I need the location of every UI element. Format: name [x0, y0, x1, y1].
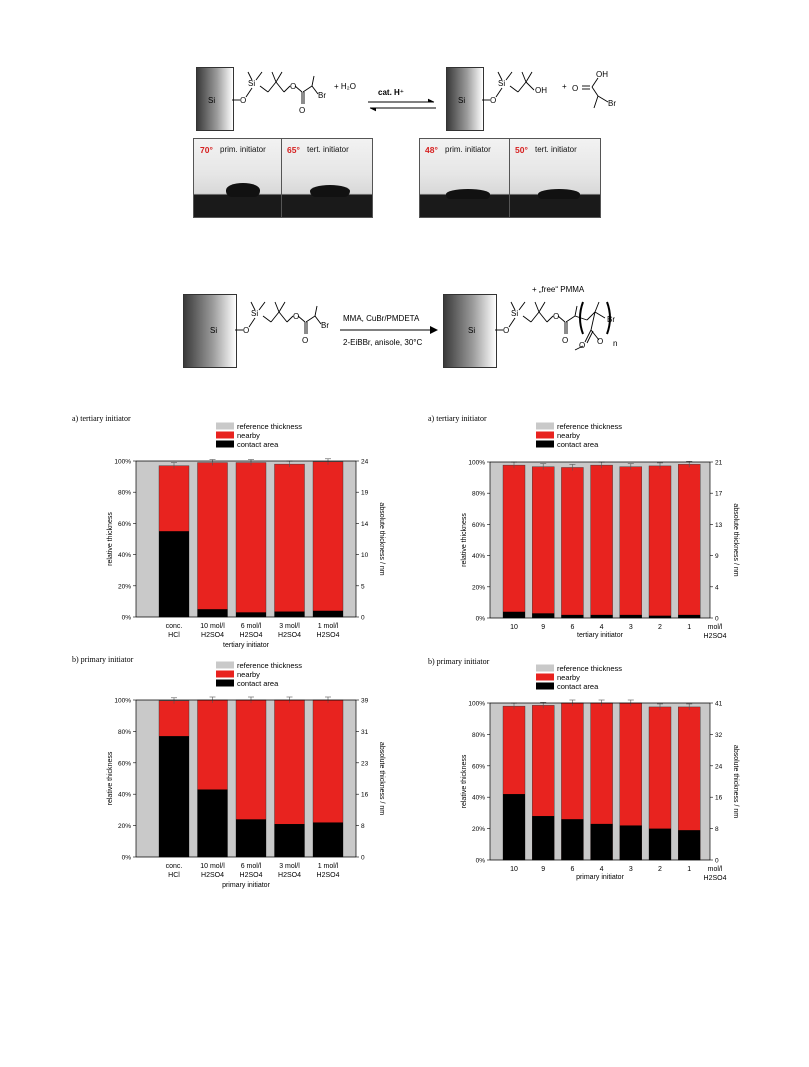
y2-tick-label: 14: [361, 520, 369, 528]
y2-tick-label: 23: [361, 760, 369, 768]
legend-swatch: [216, 441, 234, 448]
legend-entry: reference thickness: [237, 422, 303, 431]
y2-tick-label: 0: [361, 614, 365, 622]
y2-tick-label: 9: [715, 553, 719, 561]
x-tick-label: conc.: [165, 863, 183, 870]
si-label-initiator: Si: [210, 326, 218, 335]
legend-entry: reference thickness: [557, 664, 623, 673]
y2-tick-label: 41: [715, 700, 723, 708]
y-axis-title: relative thickness: [461, 513, 468, 567]
x-tick-label: 4: [599, 624, 604, 631]
y2-tick-label: 16: [361, 791, 369, 799]
legend-entry: nearby: [237, 431, 260, 440]
y2-tick-label: 0: [361, 854, 365, 862]
legend-entry: nearby: [557, 673, 580, 682]
y2-axis-title: absolute thickness / nm: [732, 503, 739, 577]
svg-text:O: O: [503, 326, 510, 335]
legend-entry: reference thickness: [557, 422, 623, 431]
svg-text:O: O: [579, 341, 586, 350]
bar-contact-area: [236, 612, 266, 617]
y-tick-label: 80%: [117, 728, 131, 736]
bar-nearby: [198, 463, 228, 617]
x-tick-label: 3 mol/l: [279, 863, 300, 870]
y2-tick-label: 0: [715, 615, 719, 623]
bar-contact-area: [532, 613, 554, 618]
si-label-right: Si: [458, 96, 466, 105]
legend-swatch: [536, 665, 554, 672]
y-tick-label: 20%: [117, 583, 131, 591]
x-tick-label: H2SO4: [316, 632, 340, 639]
legend-swatch: [216, 423, 234, 430]
y-tick-label: 0%: [475, 615, 485, 623]
svg-text:Si: Si: [498, 79, 506, 88]
x-tick-label: 1: [687, 624, 692, 631]
free-pmma-label: + „free“ PMMA: [532, 285, 585, 294]
legend-swatch: [216, 680, 234, 687]
svg-text:Br: Br: [318, 91, 326, 100]
si-label-pmma: Si: [468, 326, 476, 335]
x-tick-label: 1: [687, 866, 692, 873]
panel-label-b-left: b) primary initiator: [72, 655, 134, 664]
y-tick-label: 100%: [468, 700, 485, 708]
bar-nearby: [649, 466, 671, 618]
svg-text:Br: Br: [321, 321, 329, 330]
legend-entry: nearby: [237, 670, 260, 679]
y2-tick-label: 17: [715, 490, 723, 498]
legend-swatch: [536, 423, 554, 430]
y2-tick-label: 21: [715, 459, 723, 467]
x-tick-label: 10 mol/l: [200, 623, 225, 630]
y-axis-title: relative thickness: [107, 512, 114, 566]
y-tick-label: 60%: [471, 521, 485, 529]
svg-text:O: O: [562, 336, 569, 345]
x-tick-label: H2SO4: [278, 872, 301, 879]
catalyst-label: cat. H⁺: [378, 88, 405, 97]
y2-tick-label: 32: [715, 731, 723, 739]
bar-contact-area: [561, 615, 583, 618]
y-tick-label: 20%: [471, 584, 485, 592]
bar-contact-area: [649, 616, 671, 618]
x-tick-label: H2SO4: [316, 872, 340, 879]
legend-swatch: [536, 432, 554, 439]
x-tick-label: 6: [570, 866, 575, 873]
x-unit-label: H2SO4: [703, 875, 727, 882]
legend-entry: contact area: [557, 440, 599, 449]
y-tick-label: 60%: [117, 520, 131, 528]
y-tick-label: 20%: [117, 823, 131, 831]
bar-contact-area: [236, 819, 266, 857]
bar-contact-area: [503, 794, 525, 860]
panel-label-b-right: b) primary initiator: [428, 657, 490, 666]
svg-text:O: O: [553, 312, 560, 321]
bar-nearby: [275, 464, 305, 617]
y-axis-title: relative thickness: [461, 754, 468, 809]
x-tick-label: 9: [541, 624, 546, 631]
y-tick-label: 40%: [471, 794, 485, 802]
svg-text:O: O: [299, 106, 306, 115]
y-tick-label: 0%: [475, 857, 485, 865]
y-tick-label: 100%: [114, 458, 131, 466]
bar-contact-area: [649, 829, 671, 860]
y-tick-label: 80%: [117, 489, 131, 497]
y-tick-label: 80%: [471, 731, 485, 739]
y2-tick-label: 24: [361, 458, 369, 466]
x-tick-label: H2SO4: [239, 632, 263, 639]
legend-entry: contact area: [237, 440, 279, 449]
y2-axis-title: absolute thickness / nm: [378, 741, 385, 816]
x-tick-label: 3 mol/l: [279, 623, 300, 630]
y-tick-label: 100%: [468, 459, 485, 467]
y2-axis-title: absolute thickness / nm: [732, 744, 739, 819]
legend-swatch: [536, 674, 554, 681]
panel-label-a-left: a) tertiary initiator: [72, 414, 131, 423]
bar-contact-area: [591, 615, 613, 618]
svg-text:O: O: [572, 84, 579, 93]
svg-text:Si: Si: [251, 309, 259, 318]
x-tick-label: 10 mol/l: [200, 863, 225, 870]
bar-contact-area: [275, 824, 305, 857]
y-tick-label: 20%: [471, 826, 485, 834]
bar-contact-area: [313, 611, 343, 617]
y-axis-title: relative thickness: [107, 751, 114, 806]
reaction-conditions-1: MMA, CuBr/PMDETA: [343, 314, 420, 323]
svg-text:O: O: [490, 96, 497, 105]
svg-text:O: O: [243, 326, 250, 335]
y-tick-label: 40%: [117, 791, 131, 799]
bar-nearby: [532, 467, 554, 618]
svg-text:Si: Si: [511, 309, 519, 318]
bar-nearby: [313, 462, 343, 617]
photo-label: tert. initiator: [535, 145, 577, 154]
y2-tick-label: 19: [361, 489, 369, 497]
legend-entry: nearby: [557, 431, 580, 440]
si-label-left: Si: [208, 96, 216, 105]
x-tick-label: 6: [570, 624, 575, 631]
y2-tick-label: 8: [715, 826, 719, 834]
panel-label-a-right: a) tertiary initiator: [428, 414, 487, 423]
bar-contact-area: [313, 822, 343, 857]
bar-nearby: [591, 465, 613, 618]
x-tick-label: H2SO4: [278, 632, 301, 639]
bar-contact-area: [620, 615, 642, 618]
photo-label: prim. initiator: [220, 145, 266, 154]
bar-contact-area: [591, 824, 613, 860]
x-tick-label: 6 mol/l: [240, 863, 262, 870]
bar-contact-area: [275, 612, 305, 617]
reaction-conditions-2: 2-EiBBr, anisole, 30°C: [343, 338, 423, 347]
y2-tick-label: 10: [361, 552, 369, 560]
bar-nearby: [561, 467, 583, 618]
bar-contact-area: [159, 531, 189, 617]
x-axis-title: primary initiator: [576, 874, 624, 881]
y-tick-label: 40%: [117, 552, 131, 560]
x-tick-label: H2SO4: [239, 872, 263, 879]
y2-tick-label: 4: [715, 584, 719, 592]
bar-nearby: [620, 467, 642, 618]
plus-sign: +: [562, 82, 567, 91]
svg-text:Br: Br: [607, 315, 615, 324]
x-tick-label: 1 mol/l: [317, 863, 339, 870]
x-tick-label: 4: [599, 866, 604, 873]
y2-axis-title: absolute thickness / nm: [378, 502, 385, 576]
legend-swatch: [536, 441, 554, 448]
y-tick-label: 40%: [471, 553, 485, 561]
y2-tick-label: 8: [361, 823, 365, 831]
y2-tick-label: 13: [715, 521, 723, 529]
x-tick-label: H2SO4: [201, 872, 224, 879]
x-axis-title: primary initiator: [222, 882, 270, 889]
legend-swatch: [216, 671, 234, 678]
x-tick-label: conc.: [165, 623, 183, 630]
y2-tick-label: 0: [715, 857, 719, 865]
svg-text:O: O: [293, 312, 300, 321]
bar-contact-area: [678, 615, 700, 618]
water-reagent: + H₂O: [334, 82, 356, 91]
photo-label: prim. initiator: [445, 145, 491, 154]
x-tick-label: 6 mol/l: [240, 623, 262, 630]
bar-nearby: [503, 465, 525, 618]
bar-contact-area: [198, 609, 228, 617]
legend-swatch: [216, 662, 234, 669]
x-tick-label: HCl: [168, 872, 180, 879]
x-tick-label: 3: [628, 624, 633, 631]
y-tick-label: 0%: [121, 614, 131, 622]
svg-text:O: O: [290, 82, 297, 91]
y2-tick-label: 16: [715, 794, 723, 802]
bar-contact-area: [561, 819, 583, 860]
svg-text:O: O: [302, 336, 309, 345]
x-unit-label: H2SO4: [703, 633, 727, 640]
svg-text:Br: Br: [608, 99, 616, 108]
x-unit-label: mol/l: [707, 624, 723, 631]
repeat-unit-n: n: [613, 339, 618, 348]
x-tick-label: 3: [628, 866, 633, 873]
bar-contact-area: [678, 830, 700, 860]
contact-angle-value: 48°: [425, 145, 438, 155]
x-tick-label: 2: [658, 866, 662, 873]
bar-nearby: [236, 463, 266, 617]
x-tick-label: 9: [541, 866, 546, 873]
contact-angle-value: 50°: [515, 145, 528, 155]
y-tick-label: 80%: [471, 490, 485, 498]
bar-contact-area: [503, 612, 525, 618]
bar-nearby: [678, 464, 700, 618]
y-tick-label: 100%: [114, 697, 131, 705]
bar-contact-area: [620, 825, 642, 860]
svg-text:OH: OH: [535, 86, 547, 95]
y2-tick-label: 5: [361, 583, 365, 591]
y2-tick-label: 31: [361, 728, 369, 736]
bar-contact-area: [198, 789, 228, 857]
x-tick-label: 10: [510, 866, 518, 873]
legend-swatch: [216, 432, 234, 439]
svg-text:OH: OH: [596, 70, 608, 79]
bar-contact-area: [159, 736, 189, 857]
y2-tick-label: 24: [715, 763, 723, 771]
legend-entry: reference thickness: [237, 661, 303, 670]
bar-contact-area: [532, 816, 554, 860]
y-tick-label: 0%: [121, 854, 131, 862]
legend-swatch: [536, 683, 554, 690]
x-tick-label: 2: [658, 624, 662, 631]
contact-angle-value: 65°: [287, 145, 300, 155]
x-unit-label: mol/l: [707, 866, 723, 873]
legend-entry: contact area: [557, 682, 599, 691]
y2-tick-label: 39: [361, 697, 369, 705]
svg-text:O: O: [240, 96, 247, 105]
y-tick-label: 60%: [471, 763, 485, 771]
x-tick-label: 10: [510, 624, 518, 631]
contact-angle-value: 70°: [200, 145, 213, 155]
svg-text:O: O: [597, 337, 604, 346]
photo-label: tert. initiator: [307, 145, 349, 154]
x-axis-title: tertiary initiator: [577, 632, 623, 639]
x-axis-title: tertiary initiator: [223, 642, 269, 649]
x-tick-label: 1 mol/l: [317, 623, 339, 630]
legend-entry: contact area: [237, 679, 279, 688]
y-tick-label: 60%: [117, 760, 131, 768]
x-tick-label: H2SO4: [201, 632, 224, 639]
x-tick-label: HCl: [168, 632, 180, 639]
svg-text:Si: Si: [248, 79, 256, 88]
